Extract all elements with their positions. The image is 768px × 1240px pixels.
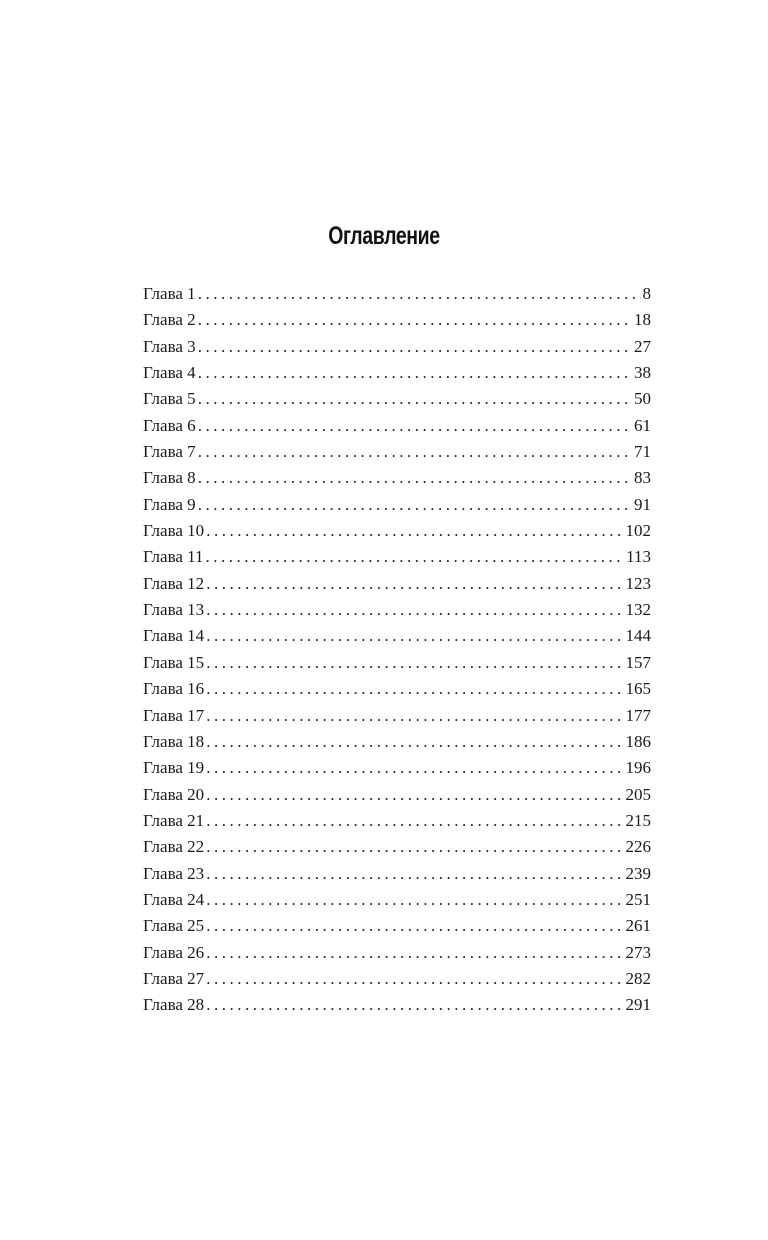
dot-leader <box>206 995 623 1015</box>
chapter-label: Глава 4 <box>143 363 196 383</box>
chapter-label: Глава 2 <box>143 310 196 330</box>
chapter-label: Глава 10 <box>143 521 205 541</box>
toc-entry[interactable] <box>143 284 651 310</box>
chapter-label: Глава 22 <box>143 837 205 857</box>
page-number: 27 <box>634 336 651 356</box>
page-number: 186 <box>625 731 651 751</box>
page-number: 113 <box>626 547 651 567</box>
dot-leader <box>198 337 632 357</box>
chapter-label: Глава 13 <box>143 600 205 620</box>
dot-leader <box>206 837 623 857</box>
dot-leader <box>206 547 625 567</box>
page-number: 123 <box>625 573 651 593</box>
dot-leader <box>198 389 632 409</box>
page-number: 165 <box>625 679 651 699</box>
dot-leader <box>206 679 623 699</box>
dot-leader <box>206 969 623 989</box>
chapter-label: Глава 26 <box>143 942 205 962</box>
toc-entry[interactable] <box>143 943 651 969</box>
chapter-label: Глава 11 <box>143 547 204 567</box>
toc-entry[interactable] <box>143 916 651 942</box>
page-number: 196 <box>625 758 651 778</box>
page-number: 205 <box>625 784 651 804</box>
page-number: 38 <box>634 363 651 383</box>
chapter-label: Глава 20 <box>143 784 205 804</box>
toc-entry[interactable] <box>143 495 651 521</box>
dot-leader <box>206 626 623 646</box>
toc-entry[interactable] <box>143 442 651 468</box>
page-number: 157 <box>625 652 651 672</box>
chapter-label: Глава 25 <box>143 916 205 936</box>
chapter-label: Глава 28 <box>143 995 205 1015</box>
chapter-label: Глава 19 <box>143 758 205 778</box>
page-number: 18 <box>634 310 651 330</box>
chapter-label: Глава 23 <box>143 863 205 883</box>
toc-entry[interactable] <box>143 890 651 916</box>
toc-entry[interactable] <box>143 363 651 389</box>
toc-entry[interactable] <box>143 732 651 758</box>
chapter-label: Глава 6 <box>143 415 196 435</box>
dot-leader <box>198 468 632 488</box>
toc-entry[interactable] <box>143 310 651 336</box>
chapter-label: Глава 3 <box>143 336 196 356</box>
chapter-label: Глава 9 <box>143 494 196 514</box>
page-number: 177 <box>625 705 651 725</box>
chapter-label: Глава 12 <box>143 573 205 593</box>
page-number: 251 <box>625 889 651 909</box>
toc-entry[interactable] <box>143 653 651 679</box>
page-number: 50 <box>634 389 651 409</box>
dot-leader <box>206 706 623 726</box>
chapter-label: Глава 18 <box>143 731 205 751</box>
page-number: 291 <box>625 995 651 1015</box>
chapter-label: Глава 15 <box>143 652 205 672</box>
page-number: 226 <box>625 837 651 857</box>
page-number: 215 <box>625 810 651 830</box>
toc-entry[interactable] <box>143 864 651 890</box>
page-number: 8 <box>642 284 651 303</box>
page-number: 102 <box>625 521 651 541</box>
dot-leader <box>206 758 623 778</box>
toc-entry[interactable] <box>143 758 651 784</box>
dot-leader <box>198 442 632 462</box>
page-number: 273 <box>625 942 651 962</box>
chapter-label: Глава 24 <box>143 889 205 909</box>
chapter-label: Глава 1 <box>143 284 196 303</box>
toc-entry[interactable] <box>143 521 651 547</box>
toc-entry[interactable] <box>143 416 651 442</box>
toc-entry[interactable] <box>143 969 651 995</box>
toc-entry[interactable] <box>143 837 651 863</box>
chapter-label: Глава 21 <box>143 810 205 830</box>
dot-leader <box>206 521 623 541</box>
page-number: 132 <box>625 600 651 620</box>
dot-leader <box>206 943 623 963</box>
chapter-label: Глава 7 <box>143 442 196 462</box>
dot-leader <box>198 416 632 436</box>
dot-leader <box>206 864 623 884</box>
dot-leader <box>198 310 632 330</box>
chapter-label: Глава 14 <box>143 626 205 646</box>
toc-entry[interactable] <box>143 468 651 494</box>
dot-leader <box>198 363 632 383</box>
page-number: 282 <box>625 968 651 988</box>
chapter-label: Глава 27 <box>143 968 205 988</box>
toc-entry[interactable] <box>143 337 651 363</box>
dot-leader <box>206 785 623 805</box>
page-number: 261 <box>625 916 651 936</box>
toc-entry[interactable] <box>143 574 651 600</box>
chapter-label: Глава 16 <box>143 679 205 699</box>
toc-entry[interactable] <box>143 679 651 705</box>
toc-entry[interactable] <box>143 626 651 652</box>
dot-leader <box>206 600 623 620</box>
chapter-label: Глава 8 <box>143 468 196 488</box>
dot-leader <box>206 574 623 594</box>
dot-leader <box>206 653 623 673</box>
toc-entry[interactable] <box>143 389 651 415</box>
toc-entry[interactable] <box>143 547 651 573</box>
dot-leader <box>198 284 641 304</box>
toc-entry[interactable] <box>143 811 651 837</box>
page-number: 83 <box>634 468 651 488</box>
toc-entry[interactable] <box>143 706 651 732</box>
dot-leader <box>206 811 623 831</box>
dot-leader <box>206 732 623 752</box>
toc-entry[interactable] <box>143 600 651 626</box>
page-number: 71 <box>634 442 651 462</box>
dot-leader <box>206 916 623 936</box>
dot-leader <box>206 890 623 910</box>
page-number: 91 <box>634 494 651 514</box>
toc-entry[interactable] <box>143 995 651 1021</box>
page-number: 239 <box>625 863 651 883</box>
toc-entry[interactable] <box>143 785 651 811</box>
chapter-label: Глава 17 <box>143 705 205 725</box>
table-of-contents <box>143 284 651 1022</box>
page-number: 61 <box>634 415 651 435</box>
page-number: 144 <box>625 626 651 646</box>
dot-leader <box>198 495 632 515</box>
page-title: Оглавление <box>328 222 440 250</box>
chapter-label: Глава 5 <box>143 389 196 409</box>
